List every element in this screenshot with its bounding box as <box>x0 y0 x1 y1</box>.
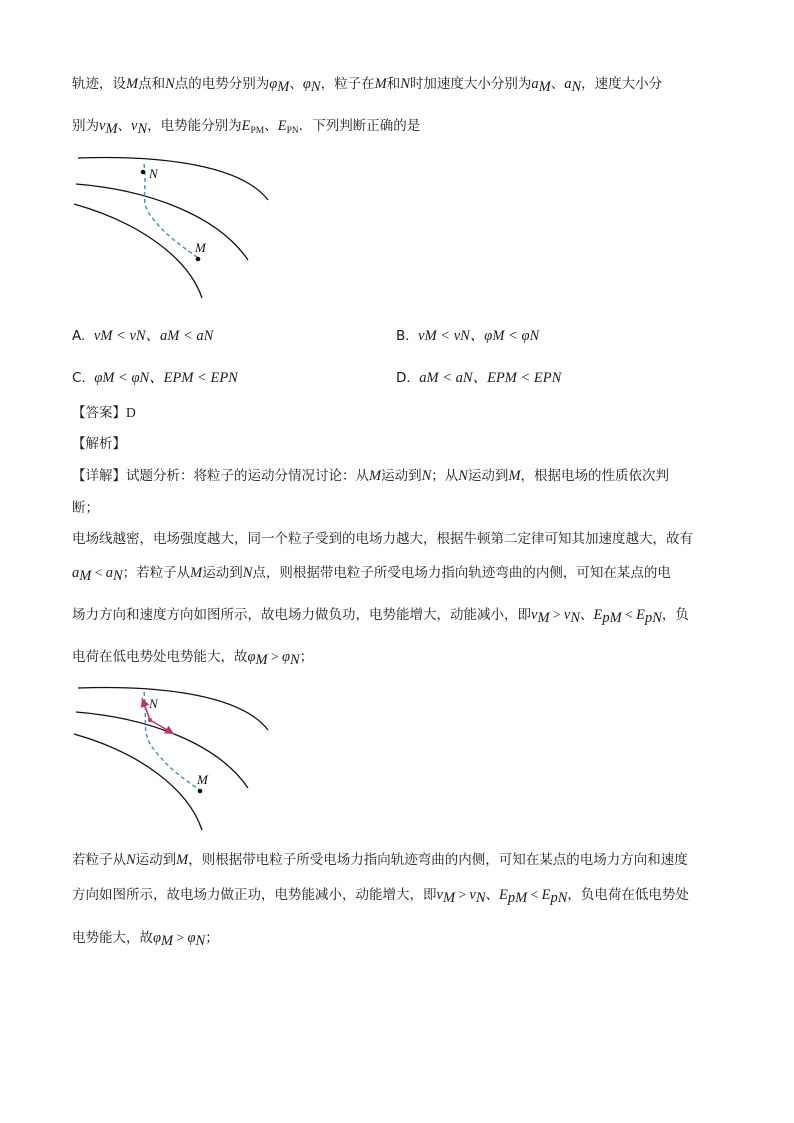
option-D-key: D. <box>396 370 411 386</box>
point-N-dot <box>148 718 152 722</box>
option-A[interactable] <box>72 324 213 345</box>
detail-line-8: 方向如图所示，故电场力做正功，电势能减小，动能增大，即$v_M > v_N$、$E_{pM} < E_{pN}$，负电荷在低电势处 <box>72 887 689 906</box>
detail-line-2: 断； <box>72 500 99 516</box>
detail-line-1: 【详解】试题分析：将粒子的运动分情况讨论：从M运动到N；从N运动到M，根据电场的性质依次判 <box>72 468 670 484</box>
detail-line-5: 场力方向和速度方向如图所示，故电场力做负功，电势能增大，动能减小，即$v_M > v_N$、$E_{pM} < E_{pN}$，负 <box>72 607 689 626</box>
option-C-text: φM < φN、EPM < EPN <box>94 370 238 386</box>
field-line-outer <box>78 688 268 730</box>
label-N: N <box>149 696 158 711</box>
detail-line-3: 电场线越密，电场强度越大，同一个粒子受到的电场力越大，根据牛顿第二定律可知其加速度越大，故有 <box>72 531 693 547</box>
analysis-line <box>72 432 126 452</box>
detail-line-4: $a_M < a_N$；若粒子从M运动到N点，则根据带电粒子所受电场力指向轨迹弯曲的内侧，可知在某点的电 <box>72 565 671 584</box>
label-M: M <box>195 240 206 255</box>
answer-tag: 【答案】 <box>72 405 126 421</box>
detail-line-7: 若粒子从N运动到M，则根据带电粒子所受电场力指向轨迹弯曲的内侧，可知在某点的电场力方向和速度 <box>72 852 688 868</box>
analysis-tag: 【解析】 <box>72 436 126 452</box>
detail-line-9: 电势能大，故$\varphi_M > \varphi_N$； <box>72 930 219 949</box>
field-lines-figure-2 <box>70 684 290 834</box>
option-A-text: vM < vN、aM < aN <box>93 328 214 344</box>
option-C-key: C. <box>72 370 86 386</box>
question-line-2: 别为$v_M$、$v_N$，电势能分别为$E_{PM}$、$E_{PN}$．下列判断正确的是 <box>72 118 421 137</box>
option-B-key: B. <box>396 328 410 344</box>
option-B-text: vM < vN、φM < φN <box>418 328 540 344</box>
detail-line-6: 电荷在低电势处电势能大，故$\varphi_M > \varphi_N$； <box>72 649 314 668</box>
answer-line <box>72 401 136 421</box>
field-line-middle <box>76 184 248 260</box>
option-D-text: aM < aN、EPM < EPN <box>419 370 562 386</box>
option-D[interactable] <box>396 366 561 387</box>
point-M-dot <box>196 257 201 262</box>
answer-value: D <box>126 405 136 420</box>
label-N: N <box>149 166 158 181</box>
point-M-dot <box>198 789 203 794</box>
field-line-outer <box>78 158 268 200</box>
point-N-dot <box>141 170 146 175</box>
field-line-inner <box>74 204 202 298</box>
question-line-1: 轨迹，设M点和N点的电势分别为$\varphi_M$、$\varphi_N$，粒子在M和N时加速度大小分别为$a_M$、$a_N$，速度大小分 <box>72 76 663 95</box>
field-lines-figure-1 <box>70 152 290 302</box>
option-C[interactable] <box>72 366 238 387</box>
option-A-key: A. <box>72 328 86 344</box>
field-line-inner <box>74 734 202 830</box>
label-M: M <box>197 772 208 787</box>
option-B[interactable] <box>396 324 539 345</box>
